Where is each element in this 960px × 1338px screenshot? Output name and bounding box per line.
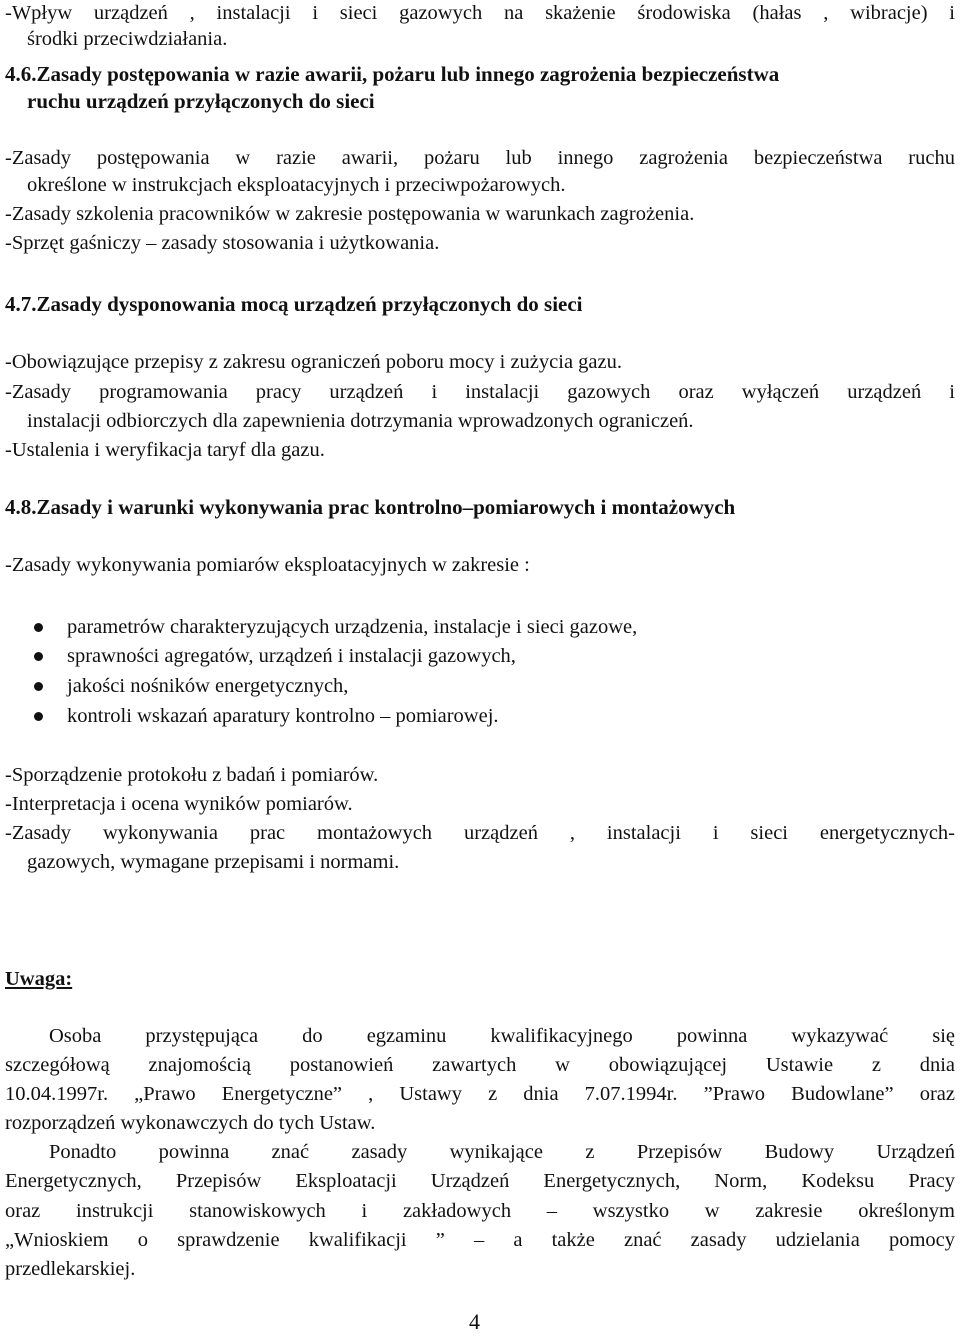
section-4-7-item2-line1: -Zasady programowania pracy urządzeń i instalacji gazowych oraz wyłączeń urządzeń i: [5, 381, 955, 403]
list-item-text: jakości nośników energetycznych,: [67, 675, 349, 697]
section-4-8-item2: -Interpretacja i ocena wyników pomiarów.: [5, 793, 353, 815]
section-4-7-item2-line2: instalacji odbiorczych dla zapewnienia dotrzymania wprowadzonych ograniczeń.: [27, 410, 694, 432]
list-item-text: kontroli wskazań aparatury kontrolno – pomiarowej.: [67, 705, 499, 727]
note-paragraph2-line3: oraz instrukcji stanowiskowych i zakładowych – wszystko w zakresie określonym: [5, 1200, 955, 1222]
section-4-8-item3-line2: gazowych, wymagane przepisami i normami.: [27, 851, 400, 873]
section-4-6-heading-line1: 4.6.Zasady postępowania w razie awarii, pożaru lub innego zagrożenia bezpieczeństwa: [5, 62, 780, 86]
section-4-8-intro: -Zasady wykonywania pomiarów eksploatacyjnych w zakresie :: [5, 554, 530, 576]
section-4-6-heading-line2: ruchu urządzeń przyłączonych do sieci: [27, 89, 375, 113]
list-item-text: parametrów charakteryzujących urządzenia, instalacje i sieci gazowe,: [67, 616, 638, 638]
section-4-6-item3: -Sprzęt gaśniczy – zasady stosowania i użytkowania.: [5, 232, 440, 254]
section-4-6-item2: -Zasady szkolenia pracowników w zakresie postępowania w warunkach zagrożenia.: [5, 203, 695, 225]
section-4-7-item3: -Ustalenia i weryfikacja taryf dla gazu.: [5, 439, 325, 461]
section-4-6-item1-line1: -Zasady postępowania w razie awarii, pożaru lub innego zagrożenia bezpieczeństwa ruchu: [5, 147, 955, 169]
impact-item-line1: -Wpływ urządzeń , instalacji i sieci gazowych na skażenie środowiska (hałas , wibracje) i: [5, 2, 955, 24]
note-paragraph1-line1: Osoba przystępująca do egzaminu kwalifikacyjnego powinna wykazywać się: [49, 1025, 955, 1047]
list-item-text: sprawności agregatów, urządzeń i instalacji gazowych,: [67, 645, 516, 667]
section-4-7-heading: 4.7.Zasady dysponowania mocą urządzeń przyłączonych do sieci: [5, 292, 583, 316]
note-paragraph2-line5: przedlekarskiej.: [5, 1258, 136, 1280]
impact-item-line2: środki przeciwdziałania.: [27, 28, 228, 50]
note-paragraph1-line4: rozporządzeń wykonawczych do tych Ustaw.: [5, 1112, 376, 1134]
bullet-icon: [34, 682, 43, 691]
note-paragraph2-line1: Ponadto powinna znać zasady wynikające z Przepisów Budowy Urządzeń: [49, 1141, 955, 1163]
section-4-6-item1-line2: określone w instrukcjach eksploatacyjnych i przeciwpożarowych.: [27, 174, 566, 196]
section-4-7-item1: -Obowiązujące przepisy z zakresu ograniczeń poboru mocy i zużycia gazu.: [5, 351, 622, 373]
bullet-icon: [34, 652, 43, 661]
note-paragraph1-line3: 10.04.1997r. „Prawo Energetyczne” , Ustawy z dnia 7.07.1994r. ”Prawo Budowlane” oraz: [5, 1083, 955, 1105]
section-4-8-item1: -Sporządzenie protokołu z badań i pomiarów.: [5, 764, 379, 786]
note-paragraph2-line2: Energetycznych, Przepisów Eksploatacji Urządzeń Energetycznych, Norm, Kodeksu Pracy: [5, 1170, 955, 1192]
note-paragraph2-line4: „Wnioskiem o sprawdzenie kwalifikacji ” – a także znać zasady udzielania pomocy: [5, 1229, 955, 1251]
section-4-8-item3-line1: -Zasady wykonywania prac montażowych urządzeń , instalacji i sieci energetycznych-: [5, 822, 955, 844]
bullet-icon: [34, 712, 43, 721]
bullet-icon: [34, 623, 43, 632]
note-paragraph1-line2: szczegółową znajomością postanowień zawartych w obowiązującej Ustawie z dnia: [5, 1054, 955, 1076]
page-number: 4: [469, 1309, 480, 1334]
note-title: Uwaga:: [5, 968, 73, 990]
section-4-8-heading: 4.8.Zasady i warunki wykonywania prac kontrolno–pomiarowych i montażowych: [5, 495, 736, 519]
